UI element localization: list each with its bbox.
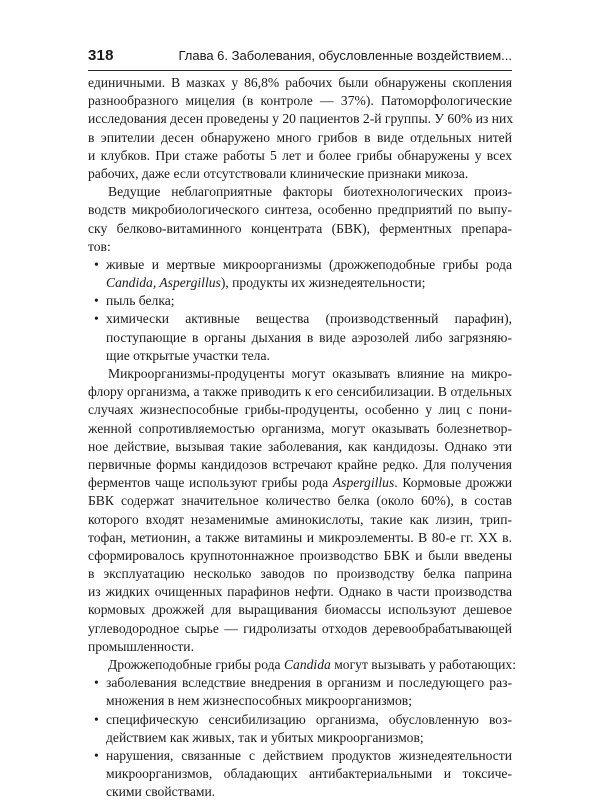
bullet-icon: • — [94, 256, 99, 272]
text-line: ное действие, вызывая такие заболевания, как кандидозы. Однако эти — [88, 438, 512, 454]
text-line: и клубков. При стаже работы 5 лет и более грибы обнаружены у всех — [88, 147, 512, 163]
list-item — [88, 310, 512, 328]
text-fragment: . Кормовые дрожжи — [394, 475, 512, 491]
text-line: в эксплуатацию несколько заводов по производству белка паприна — [88, 566, 512, 582]
genus-name: Candida — [283, 657, 331, 672]
text-line: углеводородное сырье — гидролизаты отходов деревообрабатывающей — [88, 620, 512, 636]
text-line: сформировалось крупнотоннажное производство БВК и были введены — [88, 547, 512, 563]
text-line: БВК содержат значительное количество белка (около 60%), в состав — [88, 493, 512, 509]
text-line: тофан, метионин, а также витамины и микроэлементы. В 80-е гг. XX в. — [88, 529, 512, 545]
text-line — [88, 474, 512, 492]
list-item-text: химически активные вещества (производственный парафин), — [106, 311, 512, 327]
text-line: скими свойствами. — [106, 784, 216, 800]
text-line — [88, 274, 512, 292]
list-item-text: пыль белка; — [106, 293, 175, 309]
list-item — [88, 674, 512, 692]
genus-name: Aspergillus — [332, 475, 395, 491]
list-item-text: специфическую сенсибилизацию организма, обусловленную воз- — [106, 711, 512, 727]
text-fragment: ферментов чаще используют грибы рода — [88, 475, 333, 491]
text-line: промышленности. — [88, 638, 194, 654]
bullet-icon: • — [94, 311, 99, 327]
list-item-text: нарушения, связанные с действием продуктов жизнедеятельности — [106, 747, 512, 763]
list-item-text: живые и мертвые микроорганизмы (дрожжеподобные грибы рода — [106, 256, 512, 272]
bullet-icon: • — [94, 675, 99, 691]
text-line: исследования десен проведены у 20 пациентов 2-й группы. У 60% из них — [88, 111, 514, 127]
text-line: в эпителии десен обнаружено много грибов в виде отдельных нитей — [88, 129, 512, 145]
text-line: которого входят незаменимые аминокислоты, такие как лизин, трип- — [88, 511, 512, 527]
text-line: тов: — [88, 238, 111, 254]
text-line: из жидких очищенных парафинов нефти. Однако в части производства — [88, 584, 512, 600]
text-line: множения в нем жизнеспособных микроорганизмов; — [106, 693, 412, 709]
text-line: женной сопротивляемостью организма, могут оказывать болезнетвор- — [88, 420, 512, 436]
text-line: кормовых дрожжей для выращивания биомассы используют дешевое — [88, 602, 512, 618]
list-item — [88, 256, 512, 274]
text-line: разнообразного мицелия (в контроле — 37%). Патоморфологические — [88, 93, 512, 109]
text-line: флору организма, а также приводить к его сенсибилизации. В отдельных — [88, 384, 512, 400]
text-line: щие открытые участки тела. — [106, 347, 270, 363]
text-line: ску белково-витаминного концентрата (БВК), ферментных препара- — [88, 220, 512, 236]
page-number: 318 — [88, 47, 114, 64]
text-line: поступающие в органы дыхания в виде аэрозолей либо загрязняю- — [106, 329, 512, 345]
text-fragment: могут вызывать у работающих: — [330, 657, 516, 672]
running-head: Глава 6. Заболевания, обусловленные воздействием... — [178, 48, 512, 63]
text-line: действием как живых, так и убитых микроорганизмов; — [106, 729, 424, 745]
text-line: рабочих, даже если отсутствовали клинические признаки микоза. — [88, 165, 469, 181]
body-text — [88, 74, 516, 802]
text-line: водств микробиологического синтеза, особенно предприятий по выпу- — [88, 202, 512, 218]
genus-name: Candida, Aspergillus — [106, 275, 221, 291]
text-line: Ведущие неблагоприятные факторы биотехнологических произ- — [108, 184, 512, 200]
text-line — [88, 656, 516, 674]
bullet-icon: • — [94, 293, 99, 309]
list-item-text: заболевания вследствие внедрения в организм и последующего раз- — [106, 675, 512, 691]
text-line: случаях жизнеспособные грибы-продуценты, особенно у лиц с пони- — [88, 402, 512, 418]
text-fragment: ), продукты их жизнедеятельности; — [220, 275, 426, 291]
text-line: Микроорганизмы-продуценты могут оказывать влияние на микро- — [108, 366, 512, 381]
bullet-icon: • — [94, 711, 99, 727]
text-fragment: Дрожжеподобные грибы рода — [108, 657, 284, 672]
page-header — [88, 44, 512, 71]
bullet-icon: • — [94, 747, 99, 763]
text-line: микроорганизмов, обладающих антибактериальными и токсиче- — [106, 766, 512, 782]
text-line: первичные формы кандидозов встречают крайне редко. Для получения — [88, 456, 512, 472]
list-item — [88, 711, 512, 729]
list-item — [88, 292, 512, 310]
text-line: единичными. В мазках у 86,8% рабочих были обнаружены скопления — [88, 75, 512, 90]
